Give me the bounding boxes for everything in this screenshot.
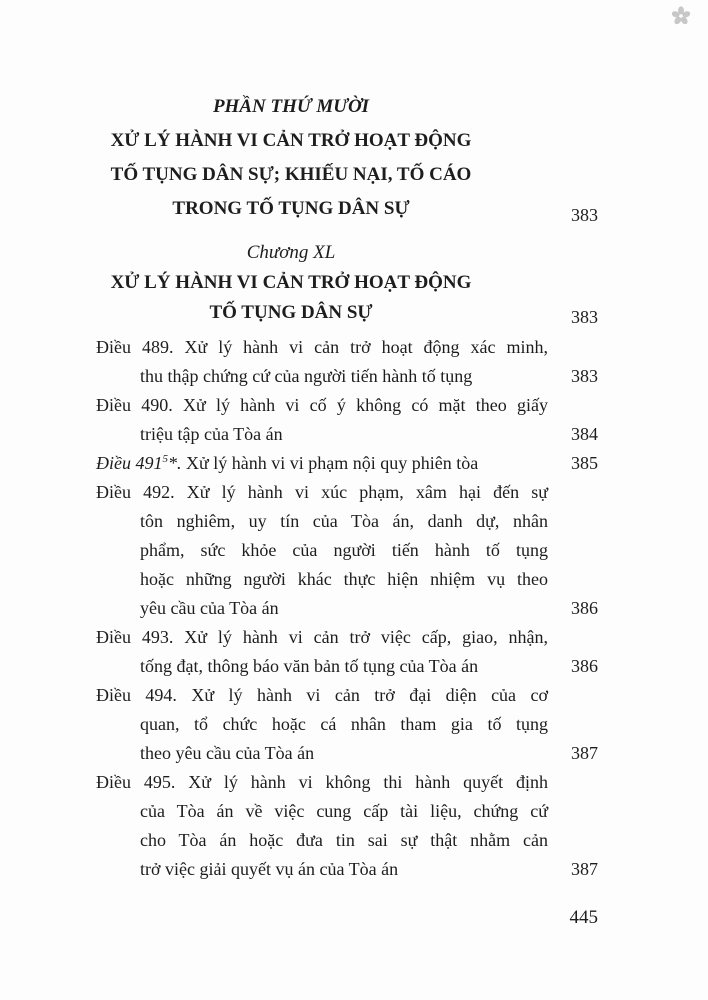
chapter-title-line: XỬ LÝ HÀNH VI CẢN TRỞ HOẠT ĐỘNG — [110, 272, 472, 293]
toc-entry-line: tống đạt, thông báo văn bản tố tụng của Tòa án — [140, 656, 479, 676]
part-title-line: TRONG TỐ TỤNG DÂN SỰ — [172, 198, 410, 219]
toc-entry-line: Điều 494. Xử lý hành vi cản trở đại diện của cơ — [96, 685, 548, 705]
toc-entry — [96, 623, 598, 681]
part-page-number: 383 — [571, 205, 598, 225]
toc-entry-line: Điều 493. Xử lý hành vi cản trở việc cấp, giao, nhận, — [96, 627, 548, 647]
toc-entry-line: Điều 489. Xử lý hành vi cản trở hoạt động xác minh, — [96, 337, 548, 357]
entry-page-number: 383 — [571, 366, 598, 386]
toc-entry-line: theo yêu cầu của Tòa án — [140, 743, 315, 763]
entry-page-number: 384 — [571, 424, 598, 444]
toc-entry — [96, 449, 598, 478]
toc-entry — [96, 333, 598, 391]
entry-page-number: 386 — [571, 656, 598, 676]
toc-entry — [96, 681, 598, 768]
entry-page-number: 385 — [571, 453, 598, 473]
toc-entry-line: hoặc những người khác thực hiện nhiệm vụ theo — [140, 569, 548, 589]
part-label: PHẦN THỨ MƯỜI — [212, 96, 370, 117]
toc-entry-line: tôn nghiêm, uy tín của Tòa án, danh dự, nhân — [140, 511, 548, 531]
toc-entry-line: phẩm, sức khỏe của người tiến hành tố tụng — [140, 540, 548, 560]
toc-entry-line: Điều 490. Xử lý hành vi cố ý không có mặt theo giấy — [96, 395, 548, 415]
entry-italic-lead: Điều $491^5*$. — [96, 453, 182, 473]
toc-entry-line: trở việc giải quyết vụ án của Tòa án — [140, 859, 399, 879]
toc-entry-line: cho Tòa án hoặc đưa tin sai sự thật nhằm cản — [140, 830, 548, 850]
toc-entry-line: quan, tổ chức hoặc cá nhân tham gia tố tụng — [140, 714, 548, 734]
flower-icon — [670, 5, 692, 27]
toc-entry-line: triệu tập của Tòa án — [140, 424, 283, 444]
toc-entry-line: Điều $491^5*$. Xử lý hành vi vi phạm nội quy phiên tòa — [96, 453, 479, 473]
toc-entry-line: yêu cầu của Tòa án — [140, 598, 279, 618]
chapter-title-line: TỐ TỤNG DÂN SỰ — [209, 302, 373, 323]
book-page-number: 445 — [569, 907, 598, 928]
toc-entry — [96, 478, 598, 623]
toc-entry — [96, 768, 598, 884]
entry-page-number: 386 — [571, 598, 598, 618]
chapter-heading — [96, 238, 598, 328]
toc-entry-line: Điều 492. Xử lý hành vi xúc phạm, xâm hại đến sự — [96, 482, 548, 502]
part-heading — [96, 90, 598, 226]
toc-entry-line: của Tòa án về việc cung cấp tài liệu, chứng cứ — [140, 801, 548, 821]
toc-entry-line: Điều 495. Xử lý hành vi không thi hành quyết định — [96, 772, 548, 792]
part-title-line: TỐ TỤNG DÂN SỰ; KHIẾU NẠI, TỐ CÁO — [110, 164, 472, 185]
toc-entry-line: thu thập chứng cứ của người tiến hành tố tụng — [140, 366, 473, 386]
part-title-line: XỬ LÝ HÀNH VI CẢN TRỞ HOẠT ĐỘNG — [110, 130, 472, 151]
toc-entry — [96, 391, 598, 449]
toc-entries — [96, 333, 598, 884]
chapter-label: Chương XL — [246, 242, 336, 263]
chapter-page-number: 383 — [571, 307, 598, 327]
entry-page-number: 387 — [571, 859, 598, 879]
entry-page-number: 387 — [571, 743, 598, 763]
